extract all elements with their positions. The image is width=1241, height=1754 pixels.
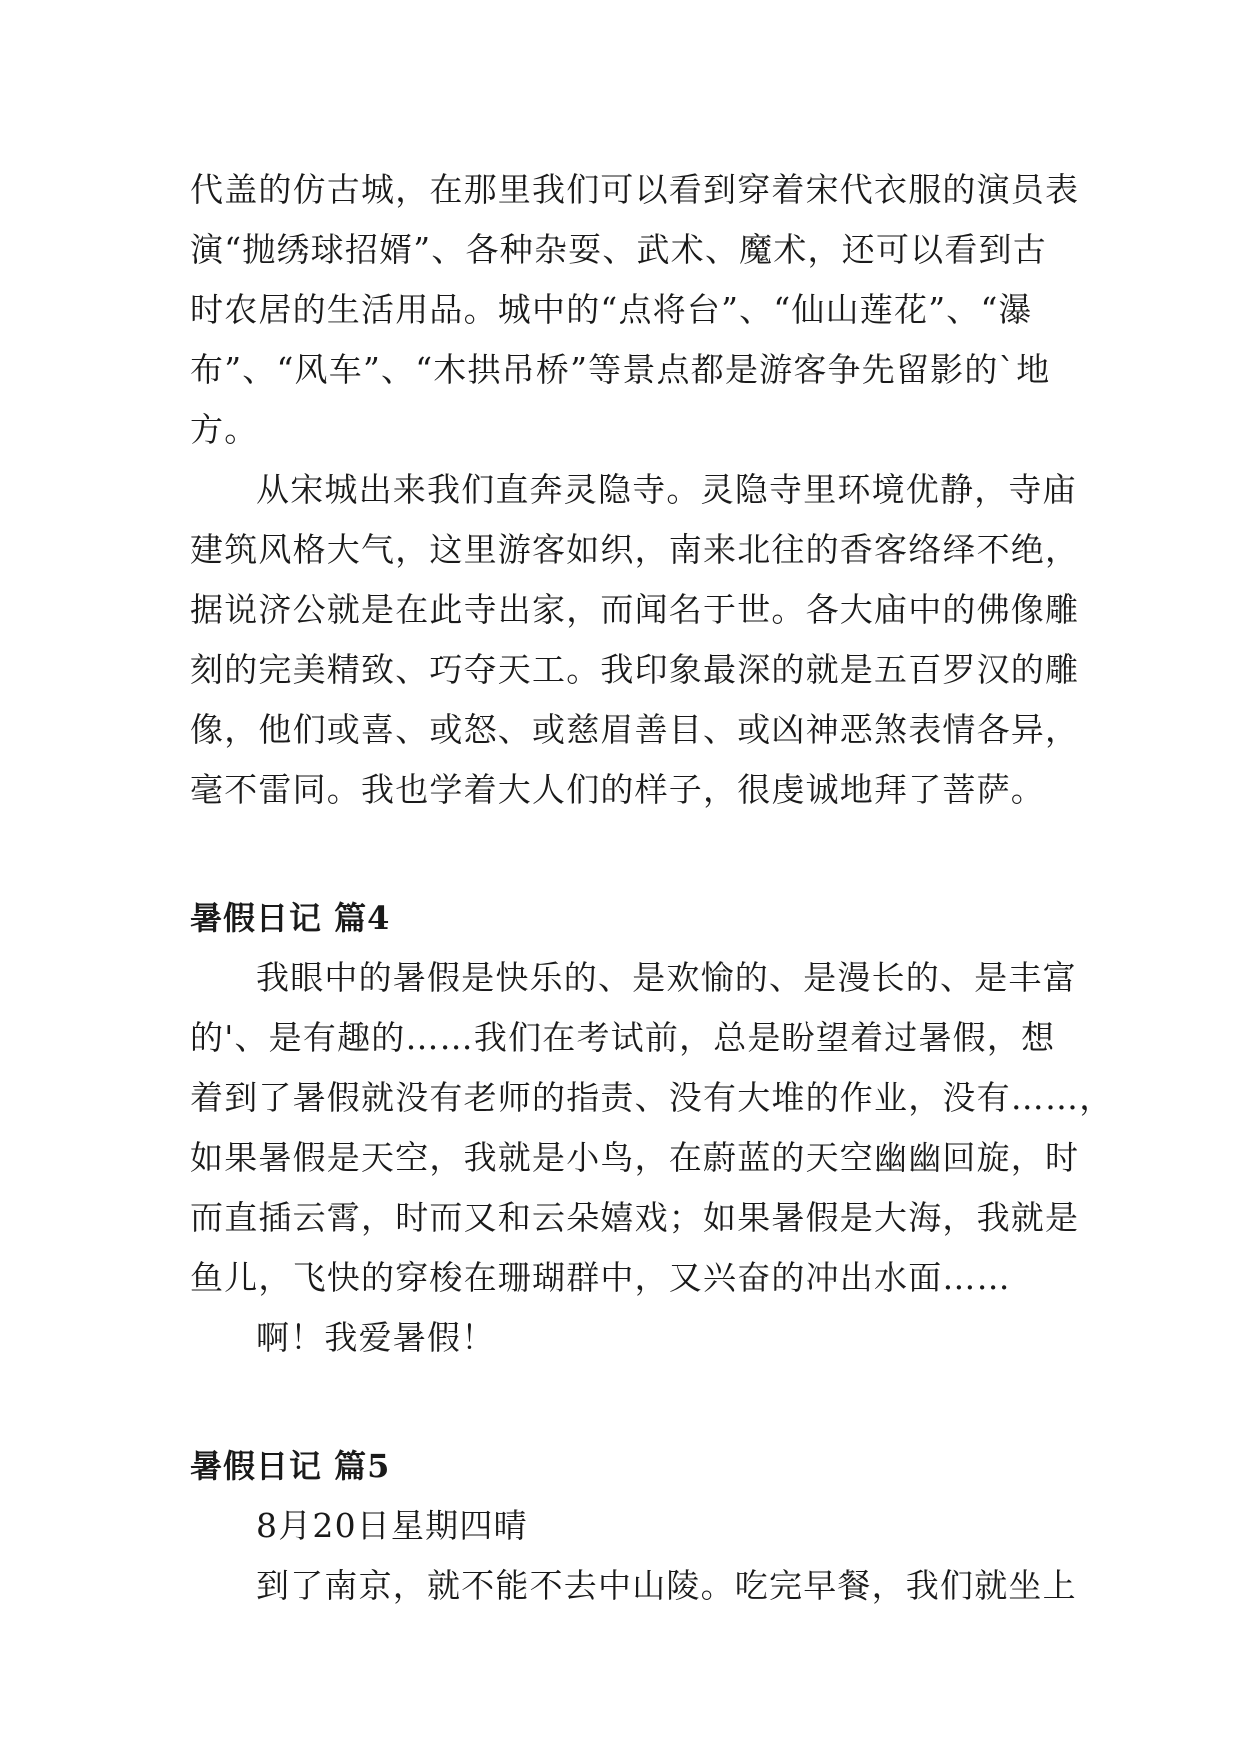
paragraph-exclamation (190, 1308, 1050, 1368)
paragraph-summer-vacation (190, 948, 1114, 1308)
text-line: 到了南京，就不能不去中山陵。吃完早餐，我们就坐上 (256, 1566, 1077, 1605)
text-line: 的'、是有趣的……我们在考试前，总是盼望着过暑假，想 (190, 1018, 1056, 1057)
text-line: 时农居的生活用品。城中的“点将台”、“仙山莲花”、“瀑 (190, 290, 1033, 329)
text-line: 啊！我爱暑假！ (256, 1318, 496, 1357)
text-line: 演“抛绣球招婿”、各种杂耍、武术、魔术，还可以看到古 (190, 230, 1047, 269)
text-line: 像，他们或喜、或怒、或慈眉善目、或凶神恶煞表情各异， (190, 710, 1080, 749)
diary-date-line: 8月20日星期四晴 (256, 1506, 528, 1545)
text-line: 着到了暑假就没有老师的指责、没有大堆的作业，没有……， (190, 1078, 1114, 1117)
section-spacer (190, 820, 1050, 888)
text-line: 从宋城出来我们直奔灵隐寺。灵隐寺里环境优静，寺庙 (256, 470, 1077, 509)
section-heading-4: 暑假日记 篇4 (190, 899, 391, 937)
section-heading-5: 暑假日记 篇5 (190, 1447, 391, 1485)
text-line: 我眼中的暑假是快乐的、是欢愉的、是漫长的、是丰富 (256, 958, 1077, 997)
section-spacer (190, 1368, 1050, 1436)
text-line: 建筑风格大气，这里游客如织，南来北往的香客络绎不绝， (190, 530, 1080, 569)
text-line: 据说济公就是在此寺出家，而闻名于世。各大庙中的佛像雕 (190, 590, 1080, 629)
paragraph-lingyin-temple (190, 460, 1080, 820)
text-line: 刻的完美精致、巧夺天工。我印象最深的就是五百罗汉的雕 (190, 650, 1080, 689)
text-line: 代盖的仿古城，在那里我们可以看到穿着宋代衣服的演员表 (190, 170, 1080, 209)
text-line: 布”、“风车”、“木拱吊桥”等景点都是游客争先留影的`地 (190, 350, 1051, 389)
text-line: 毫不雷同。我也学着大人们的样子，很虔诚地拜了菩萨。 (190, 770, 1045, 809)
text-line: 鱼儿，飞快的穿梭在珊瑚群中，又兴奋的冲出水面…… (190, 1258, 1011, 1297)
paragraph-nanjing (190, 1556, 1077, 1616)
paragraph-song-city (190, 160, 1080, 460)
text-line: 而直插云霄，时而又和云朵嬉戏；如果暑假是大海，我就是 (190, 1198, 1080, 1237)
text-line: 如果暑假是天空，我就是小鸟，在蔚蓝的天空幽幽回旋，时 (190, 1138, 1080, 1177)
text-line: 方。 (190, 410, 259, 449)
document-page (190, 160, 1114, 1616)
